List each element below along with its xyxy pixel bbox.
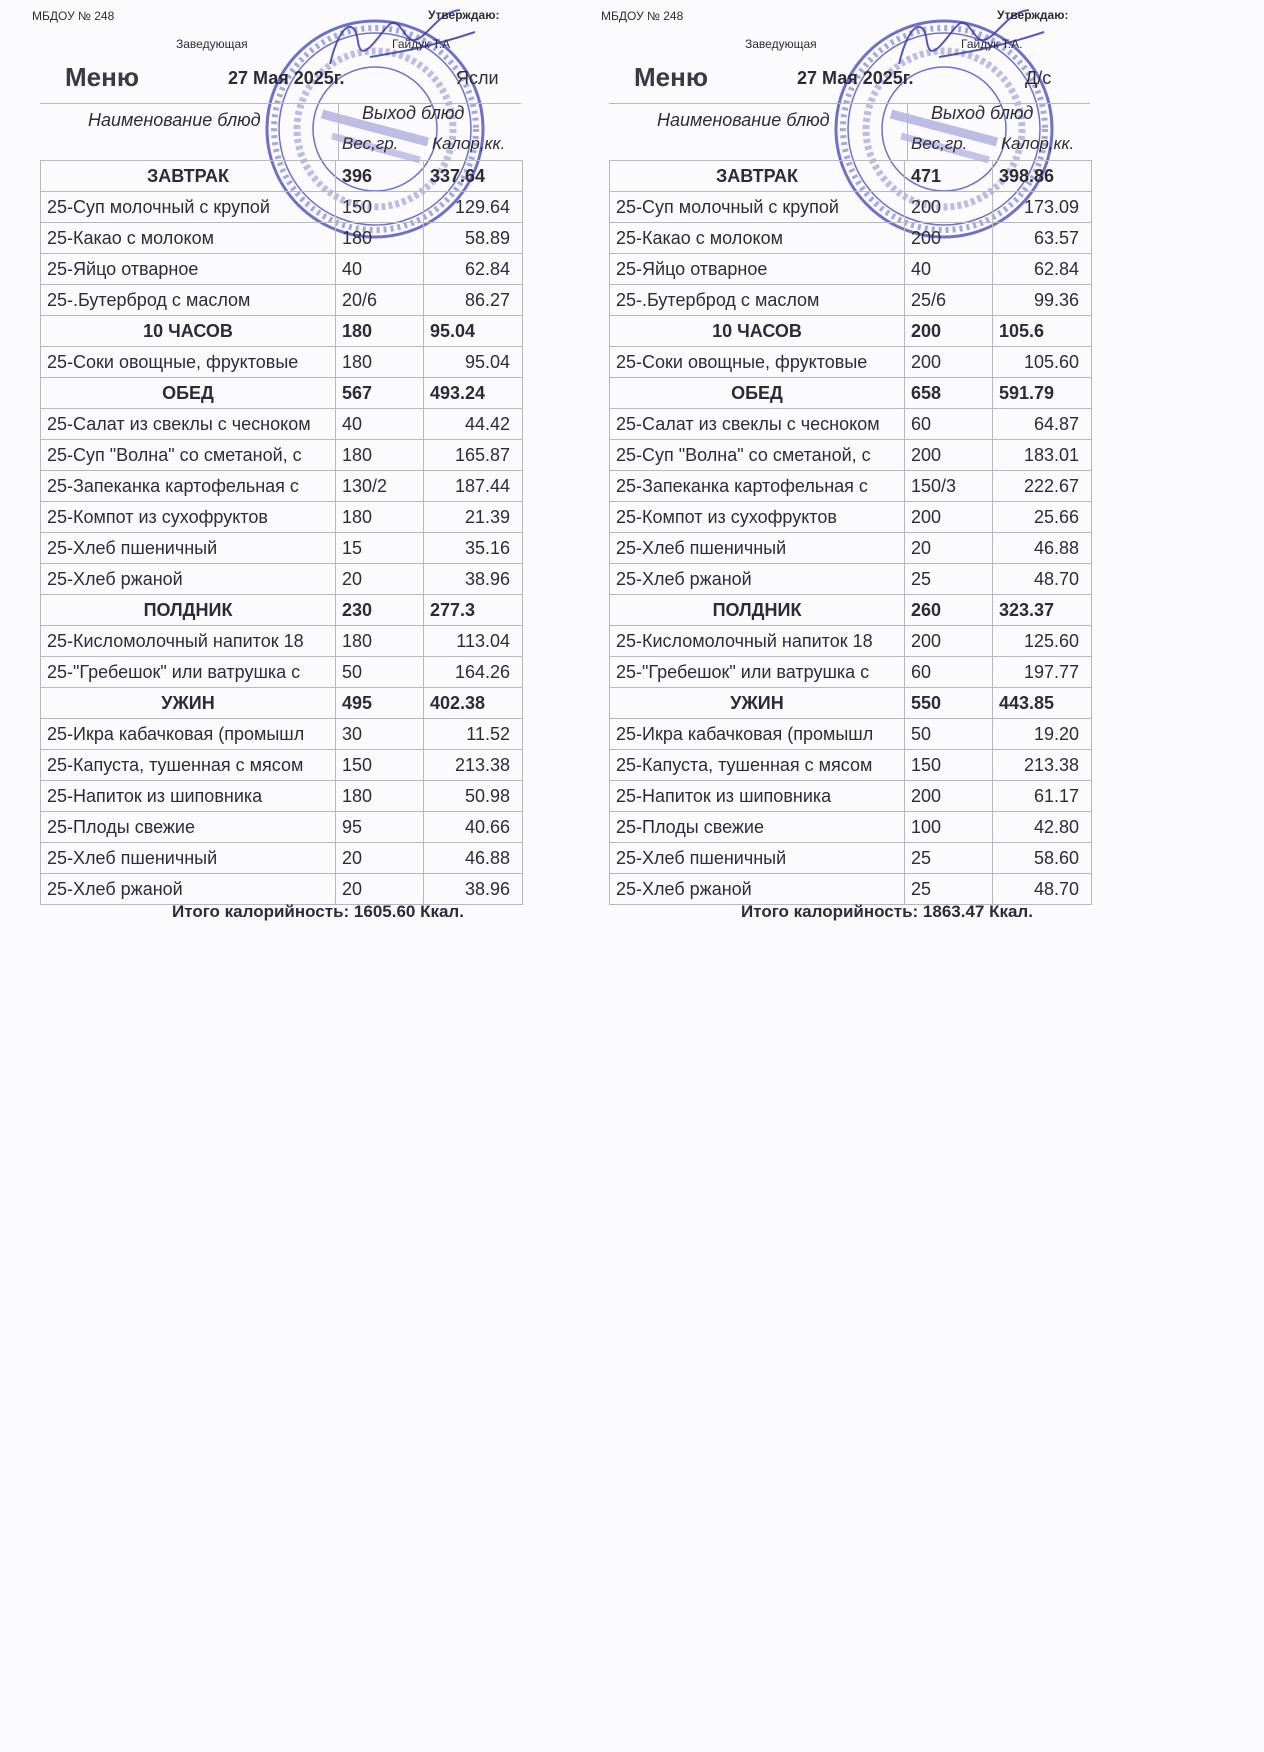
dish-kcal: 50.98	[424, 781, 523, 812]
dish-kcal: 48.70	[993, 874, 1092, 905]
dish-name: 25-Салат из свеклы с чесноком	[610, 409, 905, 440]
dish-weight: 180	[336, 223, 424, 254]
dish-name: 25-Кисломолочный напиток 18	[41, 626, 336, 657]
dish-name: 25-Соки овощные, фруктовые	[610, 347, 905, 378]
dish-row	[41, 781, 523, 812]
dish-row	[610, 750, 1092, 781]
dish-weight: 40	[336, 409, 424, 440]
dish-weight: 150	[336, 192, 424, 223]
dish-name: 25-Суп "Волна" со сметаной, с	[610, 440, 905, 471]
dish-weight: 180	[336, 626, 424, 657]
section-kcal: 493.24	[424, 378, 523, 409]
dish-weight: 150	[905, 750, 993, 781]
dish-kcal: 113.04	[424, 626, 523, 657]
dish-weight: 180	[336, 440, 424, 471]
dish-name: 25-.Бутерброд с маслом	[41, 285, 336, 316]
dish-name: 25-"Гребешок" или ватрушка с	[41, 657, 336, 688]
section-name: ЗАВТРАК	[41, 161, 336, 192]
total-calories: Итого калорийность: 1605.60 Ккал.	[172, 902, 464, 921]
group-name: Ясли	[456, 68, 499, 88]
total-calories: Итого калорийность: 1863.47 Ккал.	[741, 902, 1033, 921]
dish-kcal: 187.44	[424, 471, 523, 502]
dish-name: 25-Икра кабачковая (промышл	[41, 719, 336, 750]
dish-kcal: 213.38	[993, 750, 1092, 781]
dish-row	[41, 719, 523, 750]
menu-table	[609, 160, 1092, 905]
dish-weight: 20	[336, 843, 424, 874]
dish-row	[41, 192, 523, 223]
meal-section-row	[41, 161, 523, 192]
dish-kcal: 42.80	[993, 812, 1092, 843]
menu-date: 27 Мая 2025г.	[228, 68, 345, 88]
dish-weight: 25	[905, 564, 993, 595]
dish-row	[610, 502, 1092, 533]
dish-row	[610, 812, 1092, 843]
dish-row	[41, 626, 523, 657]
dish-kcal: 46.88	[993, 533, 1092, 564]
section-weight: 200	[905, 316, 993, 347]
dish-kcal: 164.26	[424, 657, 523, 688]
dish-weight: 25/6	[905, 285, 993, 316]
section-kcal: 398.86	[993, 161, 1092, 192]
dish-weight: 40	[905, 254, 993, 285]
dish-row	[610, 657, 1092, 688]
approve-label: Утверждаю:	[997, 8, 1069, 22]
section-name: 10 ЧАСОВ	[41, 316, 336, 347]
head-label: Заведующая	[176, 37, 248, 51]
dish-kcal: 105.60	[993, 347, 1092, 378]
dish-name: 25-Суп "Волна" со сметаной, с	[41, 440, 336, 471]
dish-name: 25-Хлеб пшеничный	[41, 533, 336, 564]
column-header-kcal: Калор,кк.	[1001, 134, 1075, 153]
column-header-dish-name: Наименование блюд	[657, 110, 830, 130]
dish-kcal: 38.96	[424, 564, 523, 595]
column-header-dish-name: Наименование блюд	[88, 110, 261, 130]
dish-kcal: 62.84	[993, 254, 1092, 285]
dish-name: 25-"Гребешок" или ватрушка с	[610, 657, 905, 688]
dish-name: 25-Суп молочный с крупой	[41, 192, 336, 223]
section-weight: 180	[336, 316, 424, 347]
section-name: ПОЛДНИК	[610, 595, 905, 626]
signer-name: Гайдук Т.А	[392, 37, 451, 51]
dish-weight: 200	[905, 781, 993, 812]
dish-kcal: 38.96	[424, 874, 523, 905]
section-weight: 396	[336, 161, 424, 192]
org-name: МБДОУ № 248	[601, 9, 684, 23]
dish-name: 25-Соки овощные, фруктовые	[41, 347, 336, 378]
dish-kcal: 21.39	[424, 502, 523, 533]
dish-row	[41, 812, 523, 843]
signer-name: Гайдук Т.А.	[961, 37, 1023, 51]
dish-weight: 180	[336, 502, 424, 533]
dish-row	[41, 440, 523, 471]
dish-weight: 200	[905, 223, 993, 254]
section-kcal: 337.64	[424, 161, 523, 192]
dish-weight: 180	[336, 781, 424, 812]
dish-name: 25-Какао с молоком	[41, 223, 336, 254]
dish-row	[610, 626, 1092, 657]
dish-name: 25-Запеканка картофельная с	[41, 471, 336, 502]
dish-name: 25-Яйцо отварное	[610, 254, 905, 285]
section-name: ОБЕД	[41, 378, 336, 409]
dish-name: 25-Плоды свежие	[610, 812, 905, 843]
dish-kcal: 48.70	[993, 564, 1092, 595]
dish-row	[41, 874, 523, 905]
dish-kcal: 46.88	[424, 843, 523, 874]
dish-weight: 200	[905, 440, 993, 471]
dish-kcal: 197.77	[993, 657, 1092, 688]
dish-row	[610, 192, 1092, 223]
meal-section-row	[610, 161, 1092, 192]
dish-row	[610, 781, 1092, 812]
dish-weight: 130/2	[336, 471, 424, 502]
meal-section-row	[41, 688, 523, 719]
dish-name: 25-Хлеб пшеничный	[610, 843, 905, 874]
meal-section-row	[610, 595, 1092, 626]
section-name: УЖИН	[610, 688, 905, 719]
dish-weight: 25	[905, 843, 993, 874]
dish-name: 25-Напиток из шиповника	[41, 781, 336, 812]
menu-date: 27 Мая 2025г.	[797, 68, 914, 88]
dish-weight: 50	[905, 719, 993, 750]
dish-name: 25-Компот из сухофруктов	[610, 502, 905, 533]
dish-kcal: 11.52	[424, 719, 523, 750]
dish-kcal: 58.89	[424, 223, 523, 254]
dish-kcal: 129.64	[424, 192, 523, 223]
dish-weight: 15	[336, 533, 424, 564]
dish-weight: 50	[336, 657, 424, 688]
dish-name: 25-Напиток из шиповника	[610, 781, 905, 812]
dish-row	[41, 254, 523, 285]
column-header-kcal: Калор,кк.	[432, 134, 506, 153]
dish-row	[610, 347, 1092, 378]
dish-row	[41, 843, 523, 874]
dish-row	[610, 533, 1092, 564]
dish-weight: 95	[336, 812, 424, 843]
menu-title: Меню	[65, 62, 140, 92]
dish-name: 25-Компот из сухофруктов	[41, 502, 336, 533]
dish-kcal: 173.09	[993, 192, 1092, 223]
dish-weight: 30	[336, 719, 424, 750]
section-kcal: 277.3	[424, 595, 523, 626]
dish-weight: 150/3	[905, 471, 993, 502]
dish-row	[41, 409, 523, 440]
dish-row	[610, 564, 1092, 595]
section-weight: 658	[905, 378, 993, 409]
section-kcal: 323.37	[993, 595, 1092, 626]
dish-kcal: 62.84	[424, 254, 523, 285]
dish-name: 25-Икра кабачковая (промышл	[610, 719, 905, 750]
dish-kcal: 213.38	[424, 750, 523, 781]
dish-row	[610, 285, 1092, 316]
dish-row	[41, 285, 523, 316]
dish-kcal: 25.66	[993, 502, 1092, 533]
dish-row	[610, 440, 1092, 471]
meal-section-row	[41, 316, 523, 347]
dish-weight: 200	[905, 626, 993, 657]
column-header-weight: Вес,гр.	[342, 134, 399, 153]
column-header-weight: Вес,гр.	[911, 134, 968, 153]
dish-weight: 25	[905, 874, 993, 905]
dish-row	[41, 223, 523, 254]
dish-row	[41, 750, 523, 781]
section-kcal: 402.38	[424, 688, 523, 719]
group-name: Д/с	[1025, 68, 1052, 88]
meal-section-row	[610, 688, 1092, 719]
column-header-output: Выход блюд	[931, 103, 1034, 123]
section-weight: 567	[336, 378, 424, 409]
dish-kcal: 86.27	[424, 285, 523, 316]
dish-name: 25-Хлеб пшеничный	[41, 843, 336, 874]
dish-row	[41, 502, 523, 533]
dish-weight: 60	[905, 657, 993, 688]
section-kcal: 591.79	[993, 378, 1092, 409]
dish-name: 25-Капуста, тушенная с мясом	[610, 750, 905, 781]
section-weight: 550	[905, 688, 993, 719]
dish-name: 25-Запеканка картофельная с	[610, 471, 905, 502]
dish-kcal: 95.04	[424, 347, 523, 378]
meal-section-row	[610, 316, 1092, 347]
dish-name: 25-.Бутерброд с маслом	[610, 285, 905, 316]
dish-name: 25-Плоды свежие	[41, 812, 336, 843]
dish-name: 25-Хлеб ржаной	[610, 874, 905, 905]
dish-kcal: 19.20	[993, 719, 1092, 750]
dish-weight: 180	[336, 347, 424, 378]
column-header-output: Выход блюд	[362, 103, 465, 123]
dish-weight: 20	[336, 874, 424, 905]
dish-weight: 20	[905, 533, 993, 564]
dish-weight: 200	[905, 347, 993, 378]
section-weight: 230	[336, 595, 424, 626]
dish-weight: 200	[905, 192, 993, 223]
dish-name: 25-Суп молочный с крупой	[610, 192, 905, 223]
dish-name: 25-Хлеб ржаной	[41, 564, 336, 595]
dish-kcal: 40.66	[424, 812, 523, 843]
section-kcal: 105.6	[993, 316, 1092, 347]
org-name: МБДОУ № 248	[32, 9, 115, 23]
dish-kcal: 64.87	[993, 409, 1092, 440]
dish-weight: 150	[336, 750, 424, 781]
meal-section-row	[610, 378, 1092, 409]
menu-table	[40, 160, 523, 905]
dish-row	[610, 874, 1092, 905]
dish-weight: 100	[905, 812, 993, 843]
dish-weight: 40	[336, 254, 424, 285]
section-kcal: 95.04	[424, 316, 523, 347]
dish-row	[41, 657, 523, 688]
dish-name: 25-Хлеб пшеничный	[610, 533, 905, 564]
header-divider	[338, 103, 339, 160]
dish-row	[610, 843, 1092, 874]
dish-kcal: 35.16	[424, 533, 523, 564]
dish-kcal: 44.42	[424, 409, 523, 440]
dish-row	[610, 409, 1092, 440]
section-name: 10 ЧАСОВ	[610, 316, 905, 347]
dish-kcal: 125.60	[993, 626, 1092, 657]
dish-row	[41, 533, 523, 564]
dish-name: 25-Яйцо отварное	[41, 254, 336, 285]
dish-row	[41, 471, 523, 502]
section-name: ЗАВТРАК	[610, 161, 905, 192]
dish-name: 25-Салат из свеклы с чесноком	[41, 409, 336, 440]
dish-kcal: 165.87	[424, 440, 523, 471]
section-name: ПОЛДНИК	[41, 595, 336, 626]
header-divider	[907, 103, 908, 160]
dish-weight: 20	[336, 564, 424, 595]
section-weight: 471	[905, 161, 993, 192]
section-weight: 260	[905, 595, 993, 626]
dish-name: 25-Кисломолочный напиток 18	[610, 626, 905, 657]
dish-weight: 20/6	[336, 285, 424, 316]
dish-kcal: 61.17	[993, 781, 1092, 812]
dish-kcal: 58.60	[993, 843, 1092, 874]
section-name: ОБЕД	[610, 378, 905, 409]
section-kcal: 443.85	[993, 688, 1092, 719]
dish-name: 25-Хлеб ржаной	[610, 564, 905, 595]
dish-row	[41, 347, 523, 378]
dish-kcal: 183.01	[993, 440, 1092, 471]
head-label: Заведующая	[745, 37, 817, 51]
dish-weight: 60	[905, 409, 993, 440]
section-name: УЖИН	[41, 688, 336, 719]
dish-kcal: 222.67	[993, 471, 1092, 502]
dish-row	[610, 471, 1092, 502]
approve-label: Утверждаю:	[428, 8, 500, 22]
dish-name: 25-Хлеб ржаной	[41, 874, 336, 905]
dish-kcal: 99.36	[993, 285, 1092, 316]
menu-title: Меню	[634, 62, 709, 92]
dish-row	[610, 719, 1092, 750]
dish-name: 25-Какао с молоком	[610, 223, 905, 254]
meal-section-row	[41, 378, 523, 409]
dish-row	[610, 254, 1092, 285]
dish-row	[41, 564, 523, 595]
dish-name: 25-Капуста, тушенная с мясом	[41, 750, 336, 781]
dish-row	[610, 223, 1092, 254]
dish-weight: 200	[905, 502, 993, 533]
meal-section-row	[41, 595, 523, 626]
dish-kcal: 63.57	[993, 223, 1092, 254]
section-weight: 495	[336, 688, 424, 719]
